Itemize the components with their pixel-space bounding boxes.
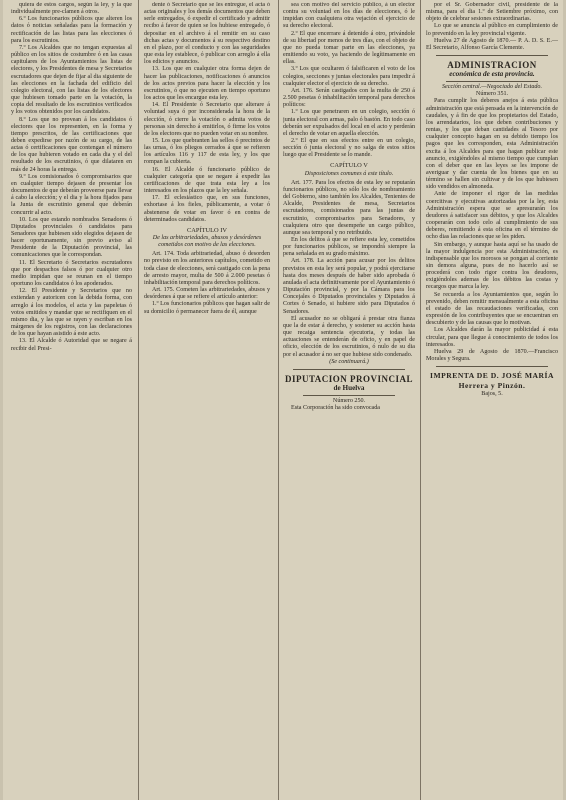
section-subtitle: económica de esta provincia. [449,70,535,79]
section-title: DIPUTACION PROVINCIAL [284,373,414,384]
divider [436,55,548,56]
paragraph: Para cumplir los deberes anejos á esta pública administración que está pensada en la intervención de caudales, y á fin de que los propietarios del Estado, los arrendatarios, los que deben contribuciones y rentas, y los que deban cantidades al Tesoro por cualquier concepto hagan en su debido tiempo los pagos que les corresponden, esta Administración excita á los Alcaldes para que hagan publicar este anuncio, exigiéndoles al mismo tiempo que cumplan con el deber que en las leyes se les impone de averiguar y dar cuenta de los bienes que en su término se hallen sin cultivar y de los que hubiesen sido vendidos en almoneda. [426,98,558,191]
paragraph: 14. El Presidente ó Secretario que alterare á voluntad suya ó por inconsiderada la hora de la elección, ó cierre la votación o admita votos de personas sin derecho á emitirlos, ó firme los votos de los electores que no pueden votar en su nombre. [144,102,270,137]
paragraph: 16. El Alcalde ó funcionario público de cualquier categoría que se negare á expedir las certificaciones de que trata esta ley a los interesados en los plazos que la ley señala. [144,166,270,195]
column-2 [144,2,270,794]
paragraph: Art. 177. Para los efectos de esta ley se reputarán funcionarios públicos, no sólo los de nombramiento del Gobierno, sino también los Alcaldes, Tenientes de Alcalde, Presidentes de mesa, Secretarios escrutadores, comisionados para las juntas de escrutinio, compromisarios para Senadores, y cualquiera otro que desempeñe un cargo público, aunque sea temporal y no retribuido. [283,179,415,236]
notice-number: Número 351. [475,91,509,98]
paragraph: 3.º Los que ocultaren ó falsificaren el voto de los colegios, secciones y juntas electorales para impedir á cualquier elector el ejercicio de su derecho. [283,66,415,87]
paragraph: sea con motivo del servicio público, á un elector contra su voluntad en los días de elecciones, ó le impidan con cualquiera otra vejación el ejercicio de su derecho electoral. [283,2,415,30]
chapter-subheading: Disposiciones comunes á este título. [304,170,394,177]
paragraph: Art. 178. La acción para acusar por los delitos previstos en esta ley será popular, y podrá ejercitarse hasta dos meses después de haber sido aprobada ó anulada el acta definitivamente por el Ayuntamiento ó Diputación provincial, y por la Cámara para los Concejales ó Diputados provinciales y Diputados á Cortes ó Senado, si hubiere sido para Diputados ó Senadores. [283,258,415,315]
paragraph: 13. Los que en cualquier otra forma dejen de hacer las publicaciones, notificaciones ó anuncios de los actos previos para hacer la elección y los escrutinios, ó que no ejecuten en tiempo oportuno los actos que les encargue esta ley. [144,66,270,102]
paragraph: 13. El Alcalde ó Autoridad que se negare á recibir del Presi- [11,338,132,352]
column-1 [11,2,132,794]
paragraph: 12. El Presidente y Secretarios que no extiendan y autoricen con la debida forma, con arreglo á los modelos, el acta y las papeletas ó votos emitidos y mandar que se rectifiquen en el mismo dia, y las que se rayen y escriban en los márgenes de los registros, con las declaraciones de los que hayan asistido á este acto. [11,288,132,338]
divider [436,366,548,367]
section-label: Sección central.—Negociado del Estado. [441,84,543,91]
continuation-note: (Se continuará.) [329,358,369,365]
chapter-heading: CAPÍTULO IV [187,226,227,234]
paragraph: 17. El eclesiástico que, en sus funciones, exhortase á los fieles, públicamente, a votar ó abstenerse de votar en favor ó en contra de determinados candidatos. [144,195,270,223]
chapter-heading: CAPÍTULO V [330,162,368,170]
paragraph: En los delitos á que se refiere esta ley, cometidos por funcionarios públicos, se impondrá siempre la pena señalada en su grado máximo. [283,237,415,258]
paragraph: Huelva 27 de Agosto de 1870.— P. A. D. S. E.— El Secretario, Alfonso García Clemente. [426,37,558,51]
divider [446,81,538,82]
paragraph: Sin embargo, y aunque hasta aquí se ha usado de la mayor indulgencia por esta Administración, es indispensable que los morosos se pongan al corriente sin demora alguna, pues de no hacerlo así se procederá con todo rigor contra los deudores, exigiéndoles ademas de los débitos las costas y recargos que marca la ley. [426,241,558,291]
paragraph: Art. 175. Cometen las arbitrariedades, abusos y desórdenes á que se refiere el artículo anterior: [144,287,270,301]
paragraph: 11. El Secretario ó Secretarios escrutadores que por despachos falsos ó por cualquier otro medio impidan que se reunan en el tiempo oportuno los candidatos ó los apoderados. [11,259,132,288]
divider [293,369,405,370]
column-3 [283,2,415,794]
printer-imprint: IMPRENTA DE D. JOSÉ MARÍA Herrera y Pinzón. [430,371,554,391]
paragraph: Los Alcaldes darán la mayor publicidad á esta circular, para que llegue á conocimiento de todos los interesados. [426,327,558,348]
paragraph: 1.º Los funcionarios públicos que hagan salir de su domicilio ó permanecer fuera de él, aunque [144,301,270,315]
newspaper-page [3,0,563,800]
paragraph: Lo que se anuncia al público en cumplimiento de lo prevenido en la ley provincial vigente. [426,23,558,37]
divider [303,395,395,396]
paragraph: 7.º Los Alcaldes que no tengan expuestas al público en los sitios de costumbre ó en las casas capitulares de los Ayuntamientos las listas de electores, y los Presidentes de mesa y Secretarios escrutadores que dejen de fijar al dia siguiente de las elecciones en la fachada del edificio del colegio electoral, con las listas de los electores que hubiesen tomado parte en la votación, la copia del resultado de los escrutinios verificados y los votos obtenidos por los candidatos. [11,44,132,116]
paragraph: quiera de estos cargos, según la ley, y la que individualmente pre-clamen á otros. [11,2,132,16]
column-divider [138,0,139,800]
section-subtitle: de Huelva [333,383,365,392]
paragraph: Se recuerda a los Ayuntamientos que, según lo prevenido, deben remitir mensualmente a esta oficina el estado de las recaudaciones verificadas, con expresión de los contribuyentes que se encuentran en descubierto y de las causas que lo motivan. [426,291,558,327]
paragraph: Art. 174. Toda arbitrariedad, abuso ó desorden no previsto en los anteriores capítulos, cometido en toda clase de elecciones, será castigado con la pena de arresto mayor, multa de 500 á 2.000 pesetas ó inhabilitación temporal para derechos políticos. [144,251,270,286]
paragraph: El acusador no se obligará á prestar otra fianza que la de estar á derecho, y sostener su acción hasta que recaiga sentencia ejecutoria, y todas las actuaciones se entenderán de oficio, y en papel de oficio, elección de los escrutinios, ó nulo de su dia por el acusador á no ser que hubiese sido condenado. [283,315,415,358]
printer-address: Bajos, 5. [481,391,503,398]
paragraph: por el Sr. Gobernador civil, presidente de la misma, para el dia 1.º de Setiembre próximo, con objeto de celebrar sesiones extraordinarias. [426,2,558,23]
paragraph: 9.º Los comisionados ó compromisarios que en cualquier tiempo dejasen de presentar los documentos de que deberán proveerse para llevar á cabo la elección; y el dia y la hora fijados para la Junta de escrutinio general que deberán concurrir al acto. [11,173,132,216]
paragraph: 15. Los que quebranten las sellos ó precintos de las urnas, ó los pliegos cerrados á que se refieren los artículos 116 y 117 de esta ley, y los que rompan la cubierta. [144,137,270,166]
paragraph: Esta Corporación ha sido convocada [291,404,381,411]
paragraph: 1.º Los que penetraren en un colegio, sección ó junta electoral con armas, palo ó bastón. En todo caso deberán ser expulsados del local en el acto y perderán el derecho de votar en aquella elección. [283,109,415,137]
paragraph: 2.º El que en sus efectos entre en un colegio, sección ó junta electoral y no salga de estos sitios luego que el Presidente se lo mande. [283,137,415,159]
paragraph: 8.º Los que no provean á los candidatos ó electores que los representen, en la forma y tiempo prescritos, de las certificaciones que deben expedirse por razón de su cargo, de las actas ó certificaciones que contengan el número de los que hubieren votado en cada dia y el del resultado de los escrutinios, ó que dilataren en más de 24 horas la entrega. [11,116,132,173]
paragraph: 2.º El que encerrare á detenido á otro, privándole de su libertad por menos de tres días, con el objeto de que no pueda tomar parte en las elecciones, ya emitiendo su voto, ya haciendo de legítimamente en ellas. [283,30,415,66]
paragraph: Art. 176. Serán castigados con la multa de 250 á 2.500 pesetas ó inhabilitación temporal para derechos políticos: [283,87,415,109]
paragraph: Ante de imponer el rigor de las medidas coercitivas y ejecutivas autorizadas por la ley, esta Administración espera que se apresurarán los deudores á satisfacer sus débitos, y que los Alcaldes cooperarán con todo celo al cumplimiento de sus deberes, remitiendo á esta oficina en el término de ocho dias las relaciones que se les piden. [426,191,558,241]
column-4 [426,2,558,794]
paragraph: 6.º Los funcionarios públicos que alteren los datos ó noticias señaladas para la formación y rectificación de las listas para las elecciones ó para los escrutinios. [11,16,132,44]
paragraph: Huelva 29 de Agosto de 1870.—Francisco Morales y Segura. [426,348,558,363]
chapter-subheading: De las arbitrariedades, abusos y desórdenes cometidos con motivo de las elecciones. [152,235,262,249]
paragraph: 10. Los que estando nombrados Senadores ó Diputados provinciales ó candidatos para Senadores que hubiesen sido elegidos dejasen de hacer oportunamente, sin previo aviso al Presidente de la Diputación provincial, las comunicaciones que le correspondan. [11,216,132,259]
paragraph: dente ó Secretario que se les entregue, el acta ó actas originales y los demás documentos que deben serle entregados, ó expedir el certificado y admitir recibo á favor de quien se los hubiese entregado, ó depositar en el archivo á el remitir en su caso dichas actas y documentos á su respectivo destino en el plazo, por el conducto y con las seguridades que esta ley establece, ó publicar con arreglo á ella los edictos y anuncios. [144,2,270,66]
column-divider [420,0,421,800]
notice-number: Número 250. [332,397,366,404]
column-divider [278,0,279,800]
section-title: ADMINISTRACION [447,60,537,71]
